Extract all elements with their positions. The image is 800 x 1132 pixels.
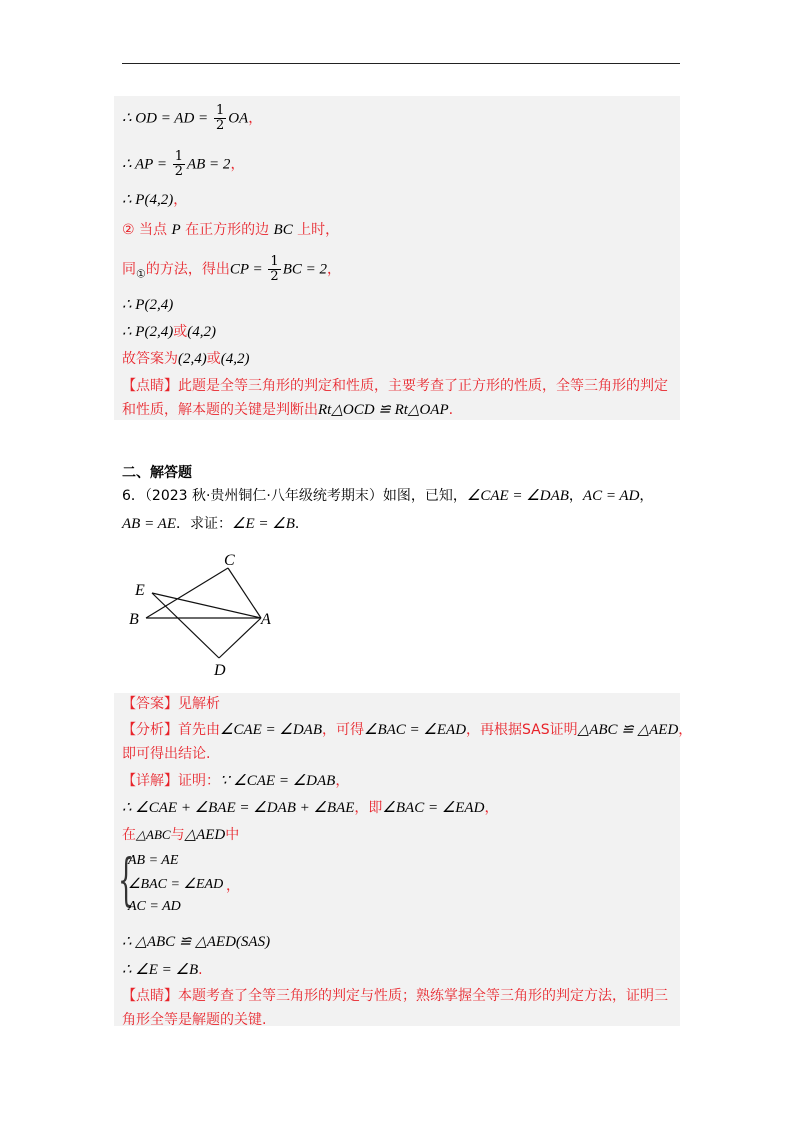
math-expr: BC <box>273 222 293 238</box>
case-text: 在正方形的边 <box>185 222 270 238</box>
math-expr: ∠BAC = ∠EAD <box>382 800 485 816</box>
analysis-text: 【分析】首先由 <box>122 722 220 738</box>
comment-text: 和性质，解本题的关键是判断出 <box>122 402 318 418</box>
section-heading: 二、解答题 <box>122 465 192 481</box>
analysis-line-1 <box>122 720 692 740</box>
comment-line-2 <box>122 400 453 420</box>
question-text: ， <box>568 488 583 504</box>
math-expr: ∴ AP = <box>122 156 171 173</box>
step-p24 <box>122 295 173 315</box>
case-text: 上时， <box>297 222 340 238</box>
point-line-1: 【点睛】本题考查了全等三角形的判定与性质；熟练掌握全等三角形的判定方法，证明三 <box>122 988 668 1004</box>
punct: ， <box>248 110 263 127</box>
question-line-1 <box>122 486 653 506</box>
math-expr: ∠CAE = ∠DAB <box>220 722 323 738</box>
punct: . <box>198 962 203 978</box>
fraction <box>173 150 185 179</box>
geometry-figure <box>122 545 292 685</box>
question-text: ． <box>294 516 309 532</box>
step-ap <box>122 150 244 179</box>
math-expr: ∠BAC = ∠EAD <box>364 722 467 738</box>
analysis-text: ，可得 <box>322 722 365 738</box>
label-b: B <box>129 611 139 628</box>
math-expr: △ABC ≌ △AED <box>577 722 679 738</box>
detail-text: ，即 <box>354 800 383 816</box>
math-expr: ∴ OD = AD = <box>122 110 212 127</box>
math-expr: CP = <box>229 261 267 278</box>
point-line-2: 角形全等是解题的关键. <box>122 1012 267 1028</box>
segment-ea <box>152 593 261 618</box>
detail-text: ， <box>335 773 350 789</box>
segment-ca <box>228 568 261 618</box>
math-expr: ∴ P(2,4) <box>122 324 174 340</box>
analysis-text: ， <box>678 722 693 738</box>
system-eq-3: AC = AD <box>128 899 181 914</box>
fraction-den: 2 <box>174 164 183 179</box>
system-eq-2: ∠BAC = ∠EAD <box>128 877 224 892</box>
math-expr: BC = 2 <box>282 261 327 278</box>
answer-line: 【答案】见解析 <box>122 696 220 712</box>
segment-bc <box>146 568 228 618</box>
case-two <box>122 220 339 240</box>
fraction-den: 2 <box>215 118 225 133</box>
detail-line-1 <box>122 771 349 791</box>
math-expr: OA <box>228 110 249 127</box>
math-expr: (4,2) <box>220 351 250 367</box>
step-p-both <box>122 322 216 342</box>
math-expr: ∴ P(2,4) <box>122 297 174 313</box>
fraction <box>214 104 226 133</box>
math-expr: (4,2) <box>187 324 216 340</box>
punct: . <box>448 402 454 418</box>
fraction <box>268 255 280 284</box>
math-expr: ∴ P(4,2) <box>122 192 174 208</box>
math-expr: AC = AD <box>582 488 640 504</box>
or-text: 或 <box>173 324 188 340</box>
math-expr: Rt△OCD ≌ Rt△OAP <box>318 402 449 418</box>
final-answer <box>122 349 250 369</box>
answer-text: 故答案为 <box>122 351 178 367</box>
detail-line-2 <box>122 798 498 818</box>
punct: ， <box>173 192 188 208</box>
analysis-line-2: 即可得出结论. <box>122 746 211 762</box>
system-brace: { <box>118 848 135 913</box>
label-e: E <box>135 582 145 599</box>
conclusion-congruent: ∴ △ABC ≌ △AED(SAS) <box>122 934 271 950</box>
question-text: ， <box>639 488 654 504</box>
case-text: 的方法，得出 <box>145 261 230 278</box>
step-od-ad <box>122 104 262 133</box>
math-expr: AB = 2 <box>186 156 231 173</box>
label-a: A <box>261 611 271 628</box>
fraction-num: 1 <box>215 103 225 118</box>
segment-ed <box>152 593 219 658</box>
case-text: 同 <box>122 261 136 278</box>
case-text: ② 当点 <box>122 222 168 238</box>
math-expr: ∠CAE = ∠DAB <box>466 488 569 504</box>
header-rule <box>122 63 680 64</box>
math-expr: ∵ ∠CAE = ∠DAB <box>220 773 336 789</box>
math-expr: AB = AE <box>122 516 177 532</box>
math-expr: ∴ ∠CAE + ∠BAE = ∠DAB + ∠BAE <box>122 800 355 816</box>
detail-text: 在 <box>122 827 136 843</box>
detail-text: 与 <box>170 827 185 843</box>
math-expr: ∴ ∠E = ∠B <box>122 962 199 978</box>
math-expr: (2,4) <box>178 351 207 367</box>
detail-line-3 <box>122 825 239 845</box>
system-tail: ， <box>226 878 240 894</box>
detail-text: 【详解】证明： <box>122 773 220 789</box>
segment-da <box>219 618 261 658</box>
step-p42 <box>122 190 187 210</box>
punct: ， <box>326 261 341 278</box>
detail-text: 中 <box>225 827 240 843</box>
step-cp <box>122 255 341 285</box>
fraction-den: 2 <box>270 269 279 284</box>
fraction-num: 1 <box>174 149 183 164</box>
question-text: ．求证： <box>176 516 233 532</box>
comment-line-1: 【点睛】此题是全等三角形的判定和性质，主要考查了正方形的性质，全等三角形的判定 <box>122 378 668 394</box>
label-d: D <box>214 662 226 679</box>
fraction-num: 1 <box>270 254 279 269</box>
math-expr: ∠E = ∠B <box>232 516 295 532</box>
system-eq-1: AB = AE <box>128 853 179 868</box>
question-text: 6．（2023 秋·贵州铜仁·八年级统考期末）如图，已知， <box>122 488 467 504</box>
math-expr: △ABC <box>136 827 171 842</box>
question-line-2 <box>122 514 309 534</box>
math-expr: P <box>171 222 181 238</box>
conclusion-angles <box>122 960 203 980</box>
analysis-text: ，再根据SAS证明 <box>466 722 578 738</box>
label-c: C <box>224 552 235 569</box>
or-text: 或 <box>206 351 221 367</box>
math-expr: △AED <box>184 827 226 843</box>
circled-number: ① <box>136 267 146 281</box>
detail-text: ， <box>484 800 499 816</box>
punct: ， <box>230 156 245 173</box>
